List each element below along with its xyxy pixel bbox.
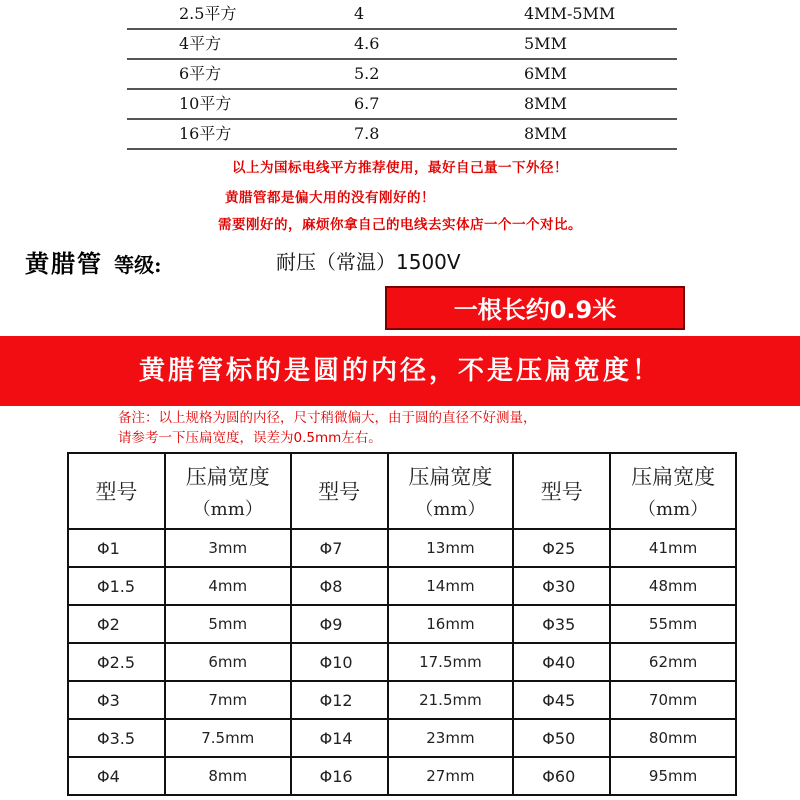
cell-width: 41mm (610, 529, 736, 567)
table-row (68, 719, 736, 757)
cell-model: Φ40 (513, 643, 610, 681)
cell-width: 5mm (165, 605, 291, 643)
cell-tube: 6MM (494, 59, 677, 89)
remark (118, 408, 537, 448)
remark-line-1: 备注：以上规格为圆的内径，尺寸稍微偏大，由于圆的直径不好测量， (118, 410, 537, 426)
flatten-width-table (67, 452, 737, 796)
cell-model: Φ2.5 (68, 643, 165, 681)
header-model: 型号 (513, 453, 610, 529)
cell-model: Φ25 (513, 529, 610, 567)
grade-label: 等级: (114, 253, 162, 277)
cell-section: 10平方 (127, 89, 309, 119)
cell-model: Φ60 (513, 757, 610, 795)
table-row (68, 643, 736, 681)
cell-width: 14mm (388, 567, 514, 605)
cell-model: Φ45 (513, 681, 610, 719)
remark-line-2: 请参考一下压扁宽度，误差为0.5mm左右。 (118, 430, 382, 446)
cell-model: Φ2 (68, 605, 165, 643)
flatten-width-table-body (68, 529, 736, 795)
grade-value: 耐压（常温）1500V (276, 250, 461, 274)
cell-width: 70mm (610, 681, 736, 719)
cell-width: 62mm (610, 643, 736, 681)
cell-model: Φ1.5 (68, 567, 165, 605)
cell-model: Φ4 (68, 757, 165, 795)
table-row (68, 605, 736, 643)
table-row (68, 529, 736, 567)
cell-width: 4mm (165, 567, 291, 605)
header-model: 型号 (291, 453, 388, 529)
cell-width: 13mm (388, 529, 514, 567)
table-row (68, 757, 736, 795)
cell-model: Φ7 (291, 529, 388, 567)
cell-width: 27mm (388, 757, 514, 795)
cell-width: 16mm (388, 605, 514, 643)
note-national-standard: 以上为国标电线平方推荐使用，最好自己量一下外径！ (232, 160, 568, 176)
cell-section: 4平方 (127, 29, 309, 59)
table-row (127, 119, 677, 149)
inner-diameter-banner: 黄腊管标的是圆的内径，不是压扁宽度！ (0, 336, 800, 406)
table-row (68, 681, 736, 719)
cell-section: 6平方 (127, 59, 309, 89)
cell-model: Φ1 (68, 529, 165, 567)
cell-tube: 8MM (494, 119, 677, 149)
cell-model: Φ3.5 (68, 719, 165, 757)
note-compare-in-store: 需要刚好的，麻烦你拿自己的电线去实体店一个一个对比。 (218, 217, 582, 233)
cell-tube: 4MM-5MM (494, 0, 677, 29)
cell-model: Φ30 (513, 567, 610, 605)
cell-diameter: 6.7 (309, 89, 494, 119)
table-row (68, 567, 736, 605)
cell-width: 80mm (610, 719, 736, 757)
cell-tube: 5MM (494, 29, 677, 59)
cell-model: Φ16 (291, 757, 388, 795)
cell-width: 3mm (165, 529, 291, 567)
length-badge: 一根长约0.9米 (385, 286, 685, 330)
cell-section: 2.5平方 (127, 0, 309, 29)
cell-diameter: 4 (309, 0, 494, 29)
table-row (127, 59, 677, 89)
cell-model: Φ12 (291, 681, 388, 719)
cell-width: 55mm (610, 605, 736, 643)
wire-square-table-body (127, 0, 677, 149)
table-row (127, 89, 677, 119)
cell-diameter: 7.8 (309, 119, 494, 149)
note-oversize: 黄腊管都是偏大用的没有刚好的！ (225, 190, 435, 206)
table-row (127, 29, 677, 59)
cell-model: Φ50 (513, 719, 610, 757)
cell-section: 16平方 (127, 119, 309, 149)
cell-model: Φ35 (513, 605, 610, 643)
header-model: 型号 (68, 453, 165, 529)
cell-width: 21.5mm (388, 681, 514, 719)
cell-width: 48mm (610, 567, 736, 605)
header-width: 压扁宽度 （mm） (165, 453, 291, 529)
cell-model: Φ9 (291, 605, 388, 643)
wire-square-table (127, 0, 677, 150)
cell-width: 23mm (388, 719, 514, 757)
cell-tube: 8MM (494, 89, 677, 119)
grade-title: 黄腊管 (25, 249, 103, 278)
cell-model: Φ3 (68, 681, 165, 719)
cell-width: 7.5mm (165, 719, 291, 757)
grade-line (25, 244, 161, 279)
header-width: 压扁宽度 （mm） (388, 453, 514, 529)
cell-width: 7mm (165, 681, 291, 719)
cell-width: 6mm (165, 643, 291, 681)
cell-model: Φ8 (291, 567, 388, 605)
cell-diameter: 5.2 (309, 59, 494, 89)
table-header-row (68, 453, 736, 529)
cell-model: Φ10 (291, 643, 388, 681)
cell-width: 17.5mm (388, 643, 514, 681)
cell-diameter: 4.6 (309, 29, 494, 59)
cell-model: Φ14 (291, 719, 388, 757)
cell-width: 8mm (165, 757, 291, 795)
table-row (127, 0, 677, 29)
cell-width: 95mm (610, 757, 736, 795)
header-width: 压扁宽度 （mm） (610, 453, 736, 529)
